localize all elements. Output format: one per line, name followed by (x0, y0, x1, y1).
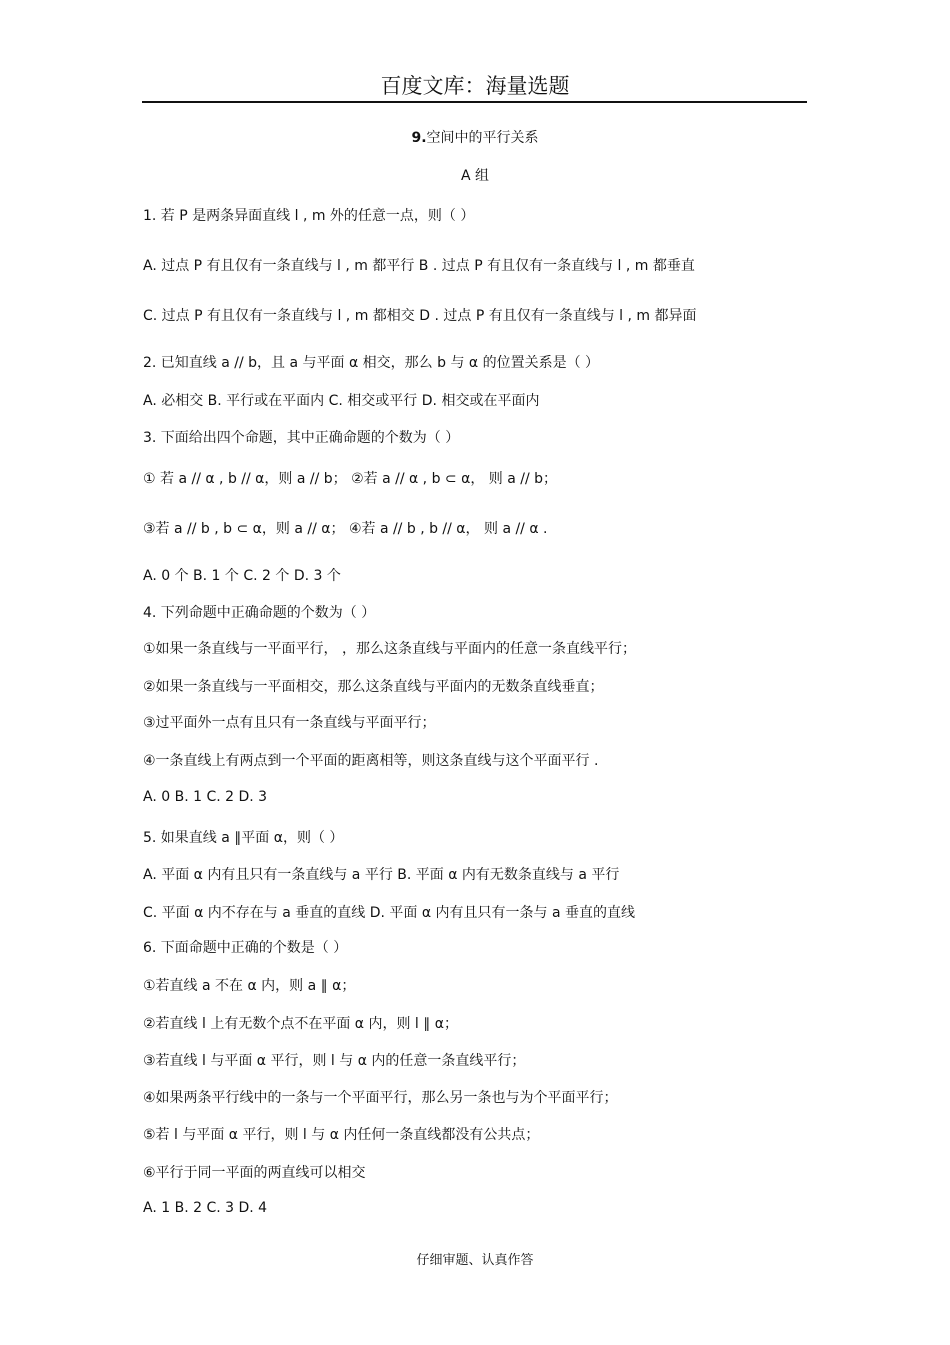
q6-prop-4: ④如果两条平行线中的一条与一个平面平行，那么另一条也与为个平面平行； (143, 1090, 618, 1106)
q6-prop-5: ⑤若 l 与平面 α 平行，则 l 与 α 内任何一条直线都没有公共点； (143, 1127, 540, 1143)
q4-prop-1: ①如果一条直线与一平面平行， ，那么这条直线与平面内的任意一条直线平行； (143, 641, 636, 657)
q6-prop-6: ⑥平行于同一平面的两直线可以相交 (143, 1165, 366, 1181)
q1-options-cd: C. 过点 P 有且仅有一条直线与 l , m 都相交 D . 过点 P 有且仅有一条直线与 l , m 都异面 (143, 308, 697, 324)
q4-prop-2: ②如果一条直线与一平面相交，那么这条直线与平面内的无数条直线垂直； (143, 679, 604, 695)
q5-options-cd: C. 平面 α 内不存在与 a 垂直的直线 D. 平面 α 内有且只有一条与 a 垂直的直线 (143, 905, 636, 921)
q5-stem: 5. 如果直线 a ∥平面 α，则（ ） (143, 830, 344, 846)
q3-options: A. 0 个 B. 1 个 C. 2 个 D. 3 个 (143, 568, 341, 584)
q4-stem: 4. 下列命题中正确命题的个数为（ ） (143, 605, 376, 621)
q6-prop-3: ③若直线 l 与平面 α 平行，则 l 与 α 内的任意一条直线平行； (143, 1053, 526, 1069)
group-label: A 组 (460, 168, 490, 184)
q3-props-12: ① 若 a // α , b // α，则 a // b； ②若 a // α , b ⊂ α， 则 a // b； (143, 471, 558, 487)
document-title (0, 127, 950, 147)
q5-options-ab: A. 平面 α 内有且只有一条直线与 a 平行 B. 平面 α 内有无数条直线与 a 平行 (143, 867, 620, 883)
q6-stem: 6. 下面命题中正确的个数是（ ） (143, 940, 348, 956)
q1-options-ab: A. 过点 P 有且仅有一条直线与 l , m 都平行 B . 过点 P 有且仅有一条直线与 l , m 都垂直 (143, 258, 695, 274)
title-text: 空间中的平行关系 (426, 130, 539, 146)
q4-prop-3: ③过平面外一点有且只有一条直线与平面平行； (143, 715, 436, 731)
page-header-title: 百度文库：海量选题 (380, 74, 570, 98)
q3-props-34: ③若 a // b , b ⊂ α，则 a // α； ④若 a // b , b // α， 则 a // α . (143, 521, 548, 537)
q6-prop-1: ①若直线 a 不在 α 内，则 a ∥ α； (143, 978, 356, 994)
title-number: 9. (411, 130, 427, 146)
q1-stem: 1. 若 P 是两条异面直线 l , m 外的任意一点，则（ ） (143, 208, 475, 224)
header-divider (142, 101, 807, 103)
q2-stem: 2. 已知直线 a // b，且 a 与平面 α 相交，那么 b 与 α 的位置关系是（ ） (143, 355, 600, 371)
q6-prop-2: ②若直线 l 上有无数个点不在平面 α 内，则 l ∥ α； (143, 1016, 458, 1032)
q4-prop-4: ④一条直线上有两点到一个平面的距离相等，则这条直线与这个平面平行 . (143, 753, 599, 769)
q3-stem: 3. 下面给出四个命题，其中正确命题的个数为（ ） (143, 430, 460, 446)
q6-options: A. 1 B. 2 C. 3 D. 4 (143, 1200, 268, 1216)
page-footer: 仔细审题、认真作答 (416, 1253, 534, 1268)
q4-options: A. 0 B. 1 C. 2 D. 3 (143, 789, 268, 805)
q2-options: A. 必相交 B. 平行或在平面内 C. 相交或平行 D. 相交或在平面内 (143, 393, 540, 409)
